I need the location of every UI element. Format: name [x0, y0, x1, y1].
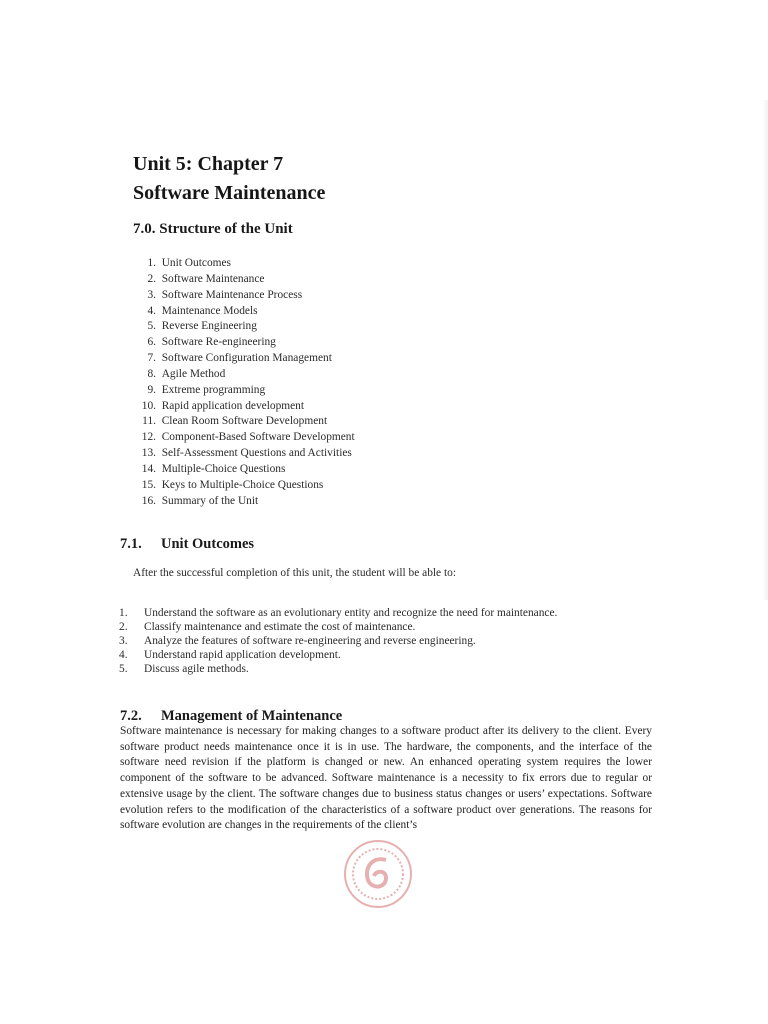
list-item-text: Extreme programming [161, 383, 266, 396]
list-item [136, 335, 355, 351]
list-item-text: Self-Assessment Questions and Activities [161, 447, 352, 460]
list-item [136, 430, 355, 446]
list-item-text: Software Re-engineering [161, 336, 276, 349]
structure-list [136, 256, 355, 510]
list-item-text: Multiple-Choice Questions [161, 462, 286, 475]
list-item [136, 272, 355, 288]
list-item-number: 5. [119, 662, 128, 675]
list-item [136, 462, 355, 478]
list-item-text: Rapid application development [161, 399, 305, 412]
seal-watermark-icon [342, 838, 414, 910]
list-item-text: Reverse Engineering [161, 320, 257, 333]
list-item-text: Understand the software as an evolutionary entity and recognize the need for maintenance. [144, 607, 558, 619]
list-item-number: 15. [141, 478, 156, 491]
list-item-text: Component-Based Software Development [161, 431, 355, 444]
list-item-text: Summary of the Unit [161, 494, 259, 507]
list-item [136, 367, 355, 383]
list-item-text: Unit Outcomes [161, 257, 231, 269]
page-edge-shadow [762, 100, 768, 600]
list-item [136, 414, 355, 430]
section-number: 7.2. [120, 708, 142, 724]
list-item-text: Maintenance Models [161, 304, 258, 317]
body-paragraph: Software maintenance is necessary for making changes to a software product after its delivery to the client. Every software product needs maintenance once it is in use. The hardware, the components, and the interface of the software need revision if the platform is changed or new. An enhanced operating system requires the lower component of the software to be advanced. Software maintenance is a necessity to fix errors due to regular or extensive usage by the client. The software changes due to business status changes or users’ expectations. Software evolution refers to the modification of the characteristics of a software product over generations. The reasons for software evolution are changes in the requirements of the client’s [120, 725, 652, 832]
list-item-text: Discuss agile methods. [144, 662, 249, 675]
chapter-title-line2: Software Maintenance [133, 182, 326, 204]
list-item [136, 319, 355, 335]
list-item-number: 16. [141, 494, 156, 507]
list-item [119, 635, 557, 649]
list-item-number: 3. [119, 634, 128, 647]
list-item [136, 446, 355, 462]
list-item [136, 256, 355, 272]
list-item-number: 7. [147, 352, 156, 365]
seal-emblem [367, 859, 386, 886]
list-item-number: 13. [141, 447, 156, 460]
list-item-text: Software Maintenance Process [161, 288, 303, 301]
list-item [136, 478, 355, 494]
list-item-text: Software Maintenance [161, 272, 265, 285]
list-item-number: 1. [119, 607, 128, 619]
list-item [136, 288, 355, 304]
list-item [136, 399, 355, 415]
list-item-number: 4. [147, 304, 156, 317]
list-item-number: 11. [142, 415, 156, 428]
list-item-number: 4. [119, 648, 128, 661]
list-item-number: 6. [147, 336, 156, 349]
outcomes-intro: After the successful completion of this unit, the student will be able to: [133, 567, 456, 579]
section-title: Management of Maintenance [161, 708, 343, 724]
outcomes-list [119, 607, 557, 676]
list-item [119, 649, 557, 663]
chapter-title-line1: Unit 5: Chapter 7 [133, 153, 284, 175]
list-item [136, 351, 355, 367]
list-item [136, 494, 355, 510]
section-heading-management [120, 708, 342, 725]
list-item-text: Agile Method [161, 367, 226, 380]
list-item-text: Clean Room Software Development [161, 415, 328, 428]
list-item-number: 3. [147, 288, 156, 301]
list-item-number: 1. [147, 257, 156, 269]
list-item-number: 2. [147, 272, 156, 285]
list-item-number: 9. [147, 383, 156, 396]
list-item-number: 5. [147, 320, 156, 333]
list-item-number: 12. [141, 431, 156, 444]
list-item-text: Keys to Multiple-Choice Questions [161, 478, 324, 491]
list-item-text: Understand rapid application development. [144, 648, 341, 661]
list-item-text: Software Configuration Management [161, 352, 332, 365]
list-item [136, 304, 355, 320]
list-item [119, 621, 557, 635]
section-title: Unit Outcomes [161, 536, 255, 552]
list-item-number: 2. [119, 620, 128, 633]
section-heading-unit-outcomes [120, 536, 254, 553]
list-item [136, 383, 355, 399]
list-item [119, 663, 557, 677]
list-item [119, 607, 557, 621]
structure-heading: 7.0. Structure of the Unit [133, 221, 293, 237]
list-item-text: Classify maintenance and estimate the cost of maintenance. [144, 620, 416, 633]
list-item-number: 8. [147, 367, 156, 380]
list-item-number: 10. [141, 399, 156, 412]
list-item-number: 14. [141, 462, 156, 475]
list-item-text: Analyze the features of software re-engineering and reverse engineering. [144, 634, 476, 647]
section-number: 7.1. [120, 536, 142, 552]
